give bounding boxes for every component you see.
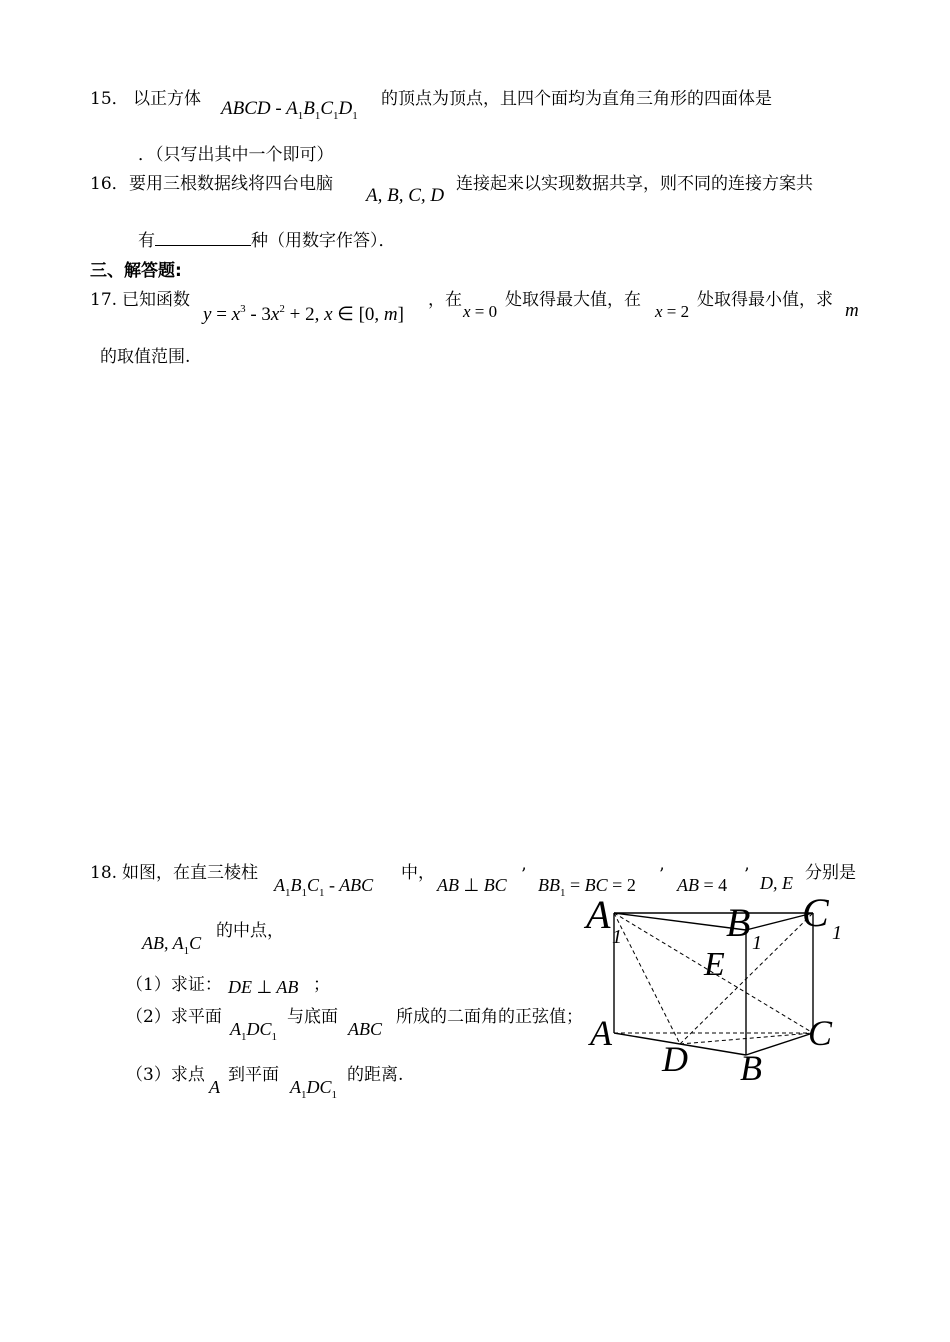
q16-number: 16． [90,174,129,194]
q18-number: 18. [90,863,118,883]
q17-cond2: x = 2 [655,302,690,321]
q15-solid: ABCD - $A_1B_1C_1D_1$ [221,98,358,122]
q18-sep1: ’ [521,865,527,885]
q18-cond2: $BB_1$ = BC = 2 [538,875,636,899]
q16-line2-after: 种（用数字作答）． [251,231,396,251]
q18-part1-label: （1）求证： [126,975,222,995]
q17-text3: 处取得最大值，在 [505,290,641,310]
q18-sep2: ’ [659,865,665,885]
q17-text1: 已知函数 [122,290,190,310]
q17-line2: 的取值范围. [100,347,191,367]
label-c1-sub: 1 [832,922,842,944]
section-title: 三、解答题: [90,261,182,281]
q17-text2: ，在 [428,290,462,310]
label-b1-sub: 1 [752,932,762,954]
label-a1-sub: 1 [612,926,622,948]
q15-text-before: 以正方体 [133,89,201,109]
q18-prism: $A_1B_1C_1$ - ABC [274,875,374,899]
label-b1: B [726,900,751,945]
q18-mids: AB, $A_1C$ [142,933,202,957]
label-c1: C [802,893,829,935]
label-b: B [740,1048,762,1088]
q18-cond1: AB ⊥ BC [437,875,507,895]
q17-cond1: x = 0 [463,302,498,321]
q18-text2: 中， [401,863,435,883]
q16-text-after: 连接起来以实现数据共享，则不同的连接方案共 [456,174,813,194]
q18-part3-point: A [209,1077,220,1097]
q16-points: A, B, C, D [366,185,445,206]
q15-number: 15． [90,89,129,109]
q18-part3-end: 的距离. [347,1065,404,1085]
q18-part3-mid: 到平面 [228,1065,279,1085]
q18-text3: 分别是 [805,863,856,883]
q16-line2 [138,231,396,251]
q18-part2-plane: $A_1DC_1$ [230,1019,278,1043]
q16-answer-blank[interactable] [155,231,251,246]
q17-function: $y = x^3 - 3x^2 + 2$, x ∈ [0, m] [203,303,404,325]
q17-number: 17. [90,290,118,310]
q18-part2-end: 所成的二面角的正弦值； [396,1007,583,1027]
q18-sep3: ’ [744,865,750,885]
q18-text4: 的中点， [216,921,284,941]
q18-points: D, E [760,873,793,893]
q16-line2-before: 有 [138,231,155,251]
label-e: E [704,946,725,983]
q18-text1: 如图，在直三棱柱 [122,863,258,883]
q18-part1-end: ； [313,975,330,995]
q18-part3-label: （3）求点 [126,1065,205,1085]
prism-figure [580,893,880,1098]
q18-part2-mid: 与底面 [287,1007,338,1027]
q18-part2-base: ABC [348,1019,382,1039]
q15-text-after: 的顶点为顶点，且四个面均为直角三角形的四面体是 [381,89,772,109]
q18-part3-plane: $A_1DC_1$ [290,1077,338,1101]
q17-var: m [845,300,859,321]
label-a: A [590,1013,612,1053]
label-a1: A [586,893,611,937]
q15-line2: ．（只写出其中一个即可） [138,145,334,165]
label-c: C [808,1013,833,1053]
q18-part1-expr: DE ⊥ AB [228,977,299,997]
label-d: D [662,1039,688,1079]
q18-part2-label: （2）求平面 [126,1007,222,1027]
q17-text4: 处取得最小值，求 [697,290,833,310]
q18-cond3: AB = 4 [677,875,728,895]
q16-text-before: 要用三根数据线将四台电脑 [129,174,333,194]
